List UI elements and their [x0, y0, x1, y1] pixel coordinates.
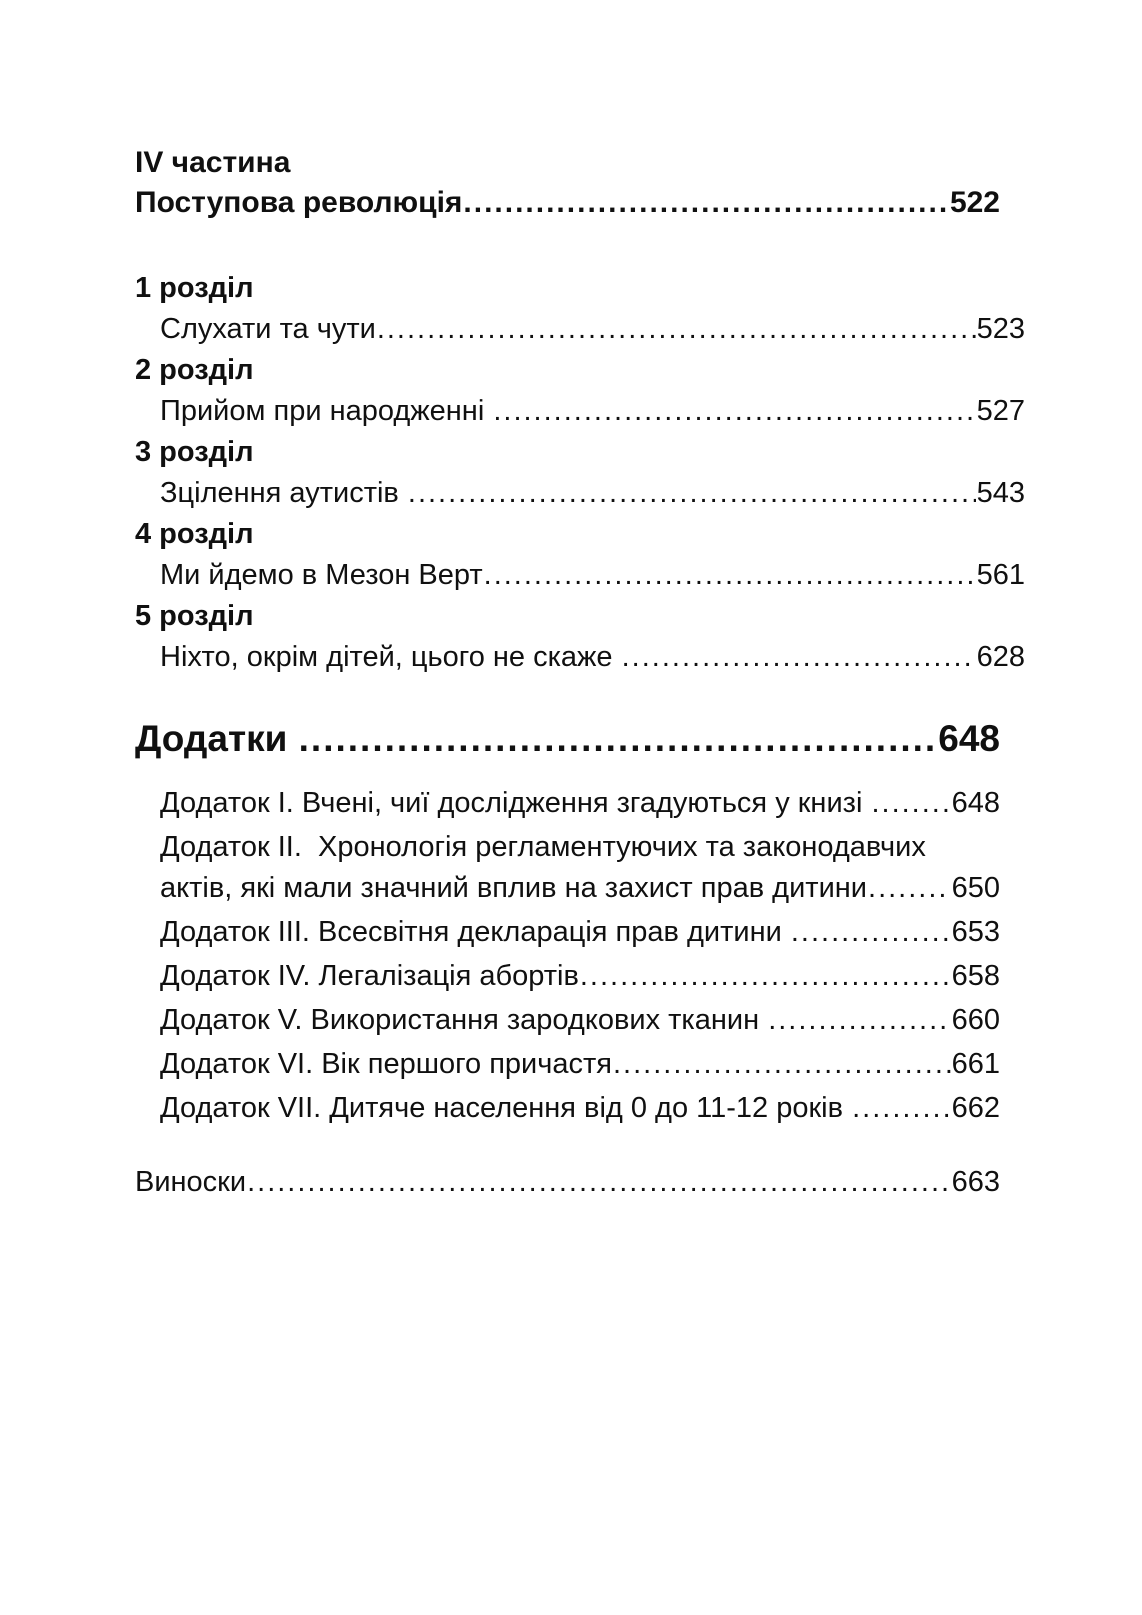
chapter-title: Ніхто, окрім дітей, цього не скаже [160, 641, 621, 673]
footnotes-page-number: 663 [951, 1166, 1000, 1198]
leader-dots [871, 783, 950, 824]
part-heading [135, 143, 1000, 223]
chapter-page-number: 527 [976, 395, 1025, 427]
leader-dots [852, 1088, 951, 1129]
chapter-title: Зцілення аутистів [160, 477, 407, 509]
footnotes-title: Виноски [135, 1166, 247, 1198]
chapter-entry [135, 596, 1025, 678]
appendix-list [135, 783, 1000, 1129]
appendix-page-number: 660 [951, 1004, 1000, 1036]
footnotes-line [135, 1162, 1000, 1203]
appendix-page-number: 650 [951, 872, 1000, 904]
chapter-title-line [135, 391, 1025, 432]
leader-dots [768, 1000, 950, 1041]
chapter-title: Прийом при народженні [160, 395, 493, 427]
leader-dots [493, 391, 975, 432]
leader-dots [613, 1044, 951, 1085]
appendix-page-number: 648 [951, 787, 1000, 819]
chapter-entry [135, 514, 1025, 596]
appendix-title: Додаток II. Хронологія регламентуючих та законодавчих [160, 831, 926, 863]
chapter-title-line [135, 309, 1025, 350]
chapter-entry [135, 350, 1025, 432]
chapter-heading: 2 розділ [135, 354, 254, 386]
appendix-title: Додаток V. Використання зародкових тканин [160, 1004, 768, 1036]
leader-dots [791, 912, 951, 953]
appendix-section-title: Додатки [135, 718, 298, 759]
chapter-heading: 3 розділ [135, 436, 254, 468]
appendix-page-number: 658 [951, 960, 1000, 992]
appendix-title-continuation: актів, які мали значний вплив на захист прав дитини [160, 872, 868, 904]
appendix-title: Додаток I. Вчені, чиї дослідження згадуються у книзі [160, 787, 871, 819]
appendix-entry [135, 956, 1000, 997]
chapter-heading: 1 розділ [135, 272, 254, 304]
part-title: Поступова революція [135, 186, 463, 219]
chapter-heading: 4 розділ [135, 518, 254, 550]
chapter-page-number: 523 [976, 313, 1025, 345]
leader-dots [622, 637, 976, 678]
leader-dots [299, 714, 938, 764]
chapter-title: Ми йдемо в Мезон Верт [160, 559, 483, 591]
appendix-entry [135, 827, 1000, 909]
appendix-page-number: 653 [951, 916, 1000, 948]
appendix-page-number: 661 [951, 1048, 1000, 1080]
appendix-page-number: 662 [951, 1092, 1000, 1124]
leader-dots [247, 1162, 951, 1203]
appendix-title: Додаток VII. Дитяче населення від 0 до 11-12 років [160, 1092, 852, 1124]
chapter-heading: 5 розділ [135, 600, 254, 632]
part-page-number: 522 [949, 186, 1000, 219]
chapter-title: Слухати та чути [160, 313, 376, 345]
part-label: IV частина [135, 146, 291, 179]
appendix-section-page-number: 648 [938, 718, 1000, 759]
chapter-page-number: 543 [976, 477, 1025, 509]
chapter-title-line [135, 637, 1025, 678]
appendix-entry [135, 912, 1000, 953]
leader-dots [484, 555, 976, 596]
leader-dots [463, 183, 949, 223]
part-title-line [135, 183, 1000, 223]
chapter-list [135, 268, 1025, 678]
leader-dots [868, 868, 951, 909]
appendix-entry [135, 1000, 1000, 1041]
appendix-entry [135, 783, 1000, 824]
appendix-title: Додаток IV. Легалізація абортів [160, 960, 579, 992]
leader-dots [408, 473, 976, 514]
appendix-entry [135, 1044, 1000, 1085]
appendix-entry [135, 1088, 1000, 1129]
chapter-title-line [135, 473, 1025, 514]
chapter-page-number: 628 [976, 641, 1025, 673]
leader-dots [377, 309, 976, 350]
chapter-entry [135, 268, 1025, 350]
chapter-title-line [135, 555, 1025, 596]
toc-page [135, 0, 1025, 1203]
leader-dots [580, 956, 951, 997]
appendix-title: Додаток III. Всесвітня декларація прав дитини [160, 916, 790, 948]
appendix-section-heading [135, 714, 1000, 764]
appendix-title: Додаток VI. Вік першого причастя [160, 1048, 612, 1080]
chapter-entry [135, 432, 1025, 514]
chapter-page-number: 561 [976, 559, 1025, 591]
